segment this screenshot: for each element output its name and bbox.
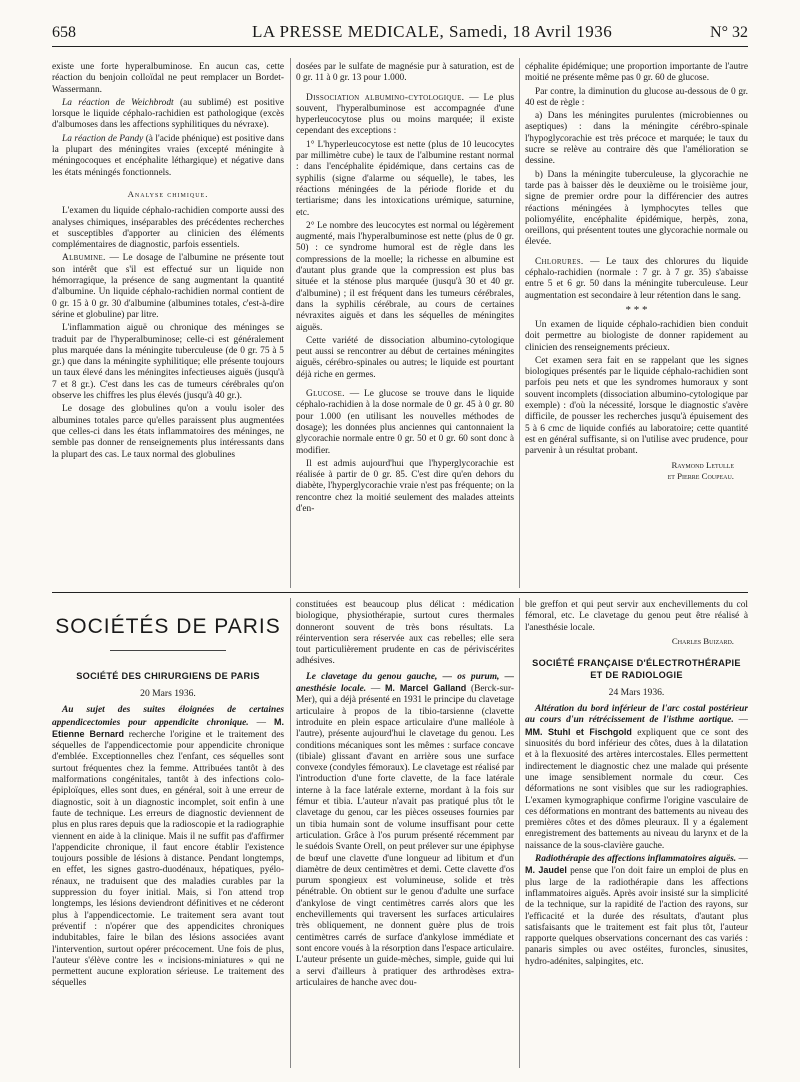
society-title: SOCIÉTÉ FRANÇAISE D'ÉLECTROTHÉRAPIE [532,657,741,668]
bottom-column-1 [52,670,284,1072]
paragraph [525,257,748,302]
paragraph-text: — Le plus souvent, l'hyperalbuminose est accompagnée d'une hyperleucocytose plus ou moins marquée; il existe cependant des exceptions : [296,92,514,137]
article-author: M. Jaudel [525,865,567,876]
society-title-line2: ET DE RADIOLOGIE [590,669,683,680]
column-divider [519,58,520,588]
article-text: pense que l'on doit faire un emploi de plus en plus large de la radiothérapie dans les affections inflammatoires aiguës. Après avoir insisté sur la simplicité de la technique, sur la rapidité de l'action des rayons, sur l'efficacité et la durée des résultats, d'autant plus satisfaisants que le traitement est fait plus tôt, l'auteur rapporte quelques observations concernant des cas variés : panaris simples ou avec ostéites, furoncles, sinusites, hydro-adénites, salpingites, etc. [525,866,748,967]
column-divider [290,58,291,588]
session-date: 24 Mars 1936. [608,686,665,698]
paragraph: Il est admis aujourd'hui que l'hyperglycorachie est réalisée à partir de 0 gr. 85. C'est dire qu'en dehors du diabète, l'hyperglycorachie vraie n'est pas fréquente; on la rencontre chez la moitié seulement des malades atteints d'en- [296,458,514,514]
paragraph [52,134,284,179]
paragraph: constituées est beaucoup plus délicat : médication biologique, physiothérapie, surtout cures thermales donneront souvent de très bons résultats. La réintervention sera réservée aux cas rebelles; elle sera tout particulièrement prudente en cas de périviscérites adhésives. [296,600,514,667]
paragraph: ble greffon et qui peut servir aux enchevillements du col fémoral, etc. Le clavetage du genou peut être réalisé à l'anesthésie locale. [525,600,748,633]
column-divider [519,598,520,1068]
paragraph: Cette variété de dissociation albumino-cytologique peut aussi se rencontrer au début de certaines méningites aiguës, cérébro-spinales ou autres; le liquide est pourtant déjà riche en germes. [296,335,514,380]
section-separator-stars: * * * [625,303,648,316]
paragraph [296,93,514,138]
paragraph: Cet examen sera fait en se rappelant que les signes biologiques présentés par le liquide céphalo-rachidien sont parfois peu nets et que les syndromes humoraux y sont souvent incomplets (dissociation albumino-cytologique par exemple) : d'où la nécessité, lorsque le diagnostic s'avère difficile, de pousser les recherches jusqu'à épuisement des 5 à 6 cmc de liquide confiés au laboratoire; cette quantité est en général suffisante, si on l'utilise avec prudence, pour parvenir à un résultat probant. [525,355,748,457]
column-divider [290,598,291,1068]
article-text: (Berck-sur-Mer), qui a déjà présenté en 1931 le principe du clavetage articulaire à propos de la tibio-tarsienne (clavette introduite en plein espace articulaire d'une malléole à l'autre), présente aujourd'hui le clavetage du genou. Les conditions mécaniques sont les mêmes : surface concave (tibiale) glissant d'avant en arrière sous une surface convexe (condyles fémoraux). Le clavetage est réalisé par l'introduction d'une forte clavette, de la face latérale interne à la face latérale externe, mordant à la fois sur fémur et tibia. L'auteur n'avait pas pratiqué plus tôt le clavetage du genou, car les pièces osseuses fournies par un tibia humain sont de volume insuffisant pour cette articulation. Grâce à l'os purum présenté récemment par le suédois Svante Orell, on peut prélever sur une épiphyse de bœuf une clavette d'une longueur ad libitum et d'un diamètre de deux centimètres et demi. Cette clavette d'os purum spongieux est volumineuse, solide et très pénétrable. On obtient sur le genou d'adulte une surface d'ankylose de vingt centimètres carrés alors que les enchevillements qui traversent les surfaces articulaires très obliquement, ne donnent guère plus de trois centimètres carrés de surface d'ankylose immédiate et sont encore voués à la résorption dans l'espace articulaire. L'auteur présente un guide-mèches, simple, guide qui lui a servi d'ailleurs à pratiquer des arthrodèses extra-articulaires de hanche avec dou- [296,684,514,988]
paragraph-text: — Le dosage de l'albumine ne présente tout son intérêt que s'il est effectué sur un liquide non hémorragique, la présence de sang augmentant la quantité d'albumine. Un liquide céphalo-rachidien normal contient de 0 gr. 15 à 0 gr. 30 d'albumine (albumines totales, c'est-à-dire sérine et globuline) par litre. [52,253,284,320]
paragraph: existe une forte hyperalbuminose. En aucun cas, cette réaction du benjoin colloïdal ne peut remplacer un Bordet-Wassermann. [52,62,284,95]
paragraph-text: — Le taux des chlorures du liquide céphalo-rachidien (normale : 7 gr. à 7 gr. 35) s'abaisse entre 5 et 6 gr. 50 dans la méningite tuberculeuse. Leur augmentation est secondaire à leur rétention dans le sang. [525,256,748,301]
article-title: Altération du bord inférieur de l'arc costal postérieur au cours d'un rétrécissement de l'isthme aortique. [525,704,748,726]
paragraph: Par contre, la diminution du glucose au-dessous de 0 gr. 40 est de règle : [525,86,748,108]
bottom-column-2 [296,600,514,1072]
article: Le clavetage du genou gauche, — os purum, — anesthésie locale. — M. Marcel Galland (Berck-sur-Mer), qui a déjà présenté en 1931 le principe du clavetage articulaire à propos de la tibio-tarsienne (clavette introduite en plein espace articulaire d'une malléole à l'autre), présente aujourd'hui le clavetage du genou. Les conditions mécaniques sont les mêmes : surface concave (tibiale) glissant d'avant en arrière sous une surface convexe (condyles fémoraux). Le clavetage est réalisé par l'introduction d'une forte clavette, de la face latérale interne à la face latérale externe, mordant à la fois sur fémur et tibia. L'auteur n'avait pas pratiqué plus tôt le clavetage du genou, car les pièces osseuses fournies par un tibia humain sont de volume insuffisant pour cette articulation. Grâce à l'os purum présenté récemment par le suédois Svante Orell, on peut prélever sur une épiphyse de bœuf une clavette d'une longueur ad libitum et d'un diamètre de deux centimètres et demi. Cette clavette d'os purum spongieux est volumineuse, solide et très pénétrable. On obtient sur le genou d'adulte une surface d'ankylose de vingt centimètres carrés alors que les enchevillements qui traversent les surfaces articulaires très obliquement, ne donnent guère plus de trois centimètres carrés de surface d'ankylose immédiate et sont encore voués à la résorption dans l'espace articulaire. L'auteur présente un guide-mèches, simple, guide qui lui a servi d'ailleurs à pratiquer des arthrodèses extra-articulaires de hanche avec dou- [296,671,514,988]
bottom-column-3 [525,600,748,1072]
paragraph [296,389,514,457]
top-column-3 [525,62,748,587]
article: Radiothérapie des affections inflammatoires aiguës. — M. Jaudel pense que l'on doit faire un emploi de plus en plus large de la radiothérapie dans les affections inflammatoires aiguës. Après avoir insisté sur la simplicité de la technique, sur la rapidité de l'action des rayons, sur l'efficacité et la durée des résultats, d'autant plus satisfaisants que le traitement est fait plus tôt, l'auteur rapporte quelques observations concernant des cas variés : panaris simples ou avec ostéites, furoncles, sinusites, hydro-adénites, salpingites, etc. [525,854,748,967]
paragraph: L'examen du liquide céphalo-rachidien comporte aussi des analyses chimiques, inséparables des précédentes recherches et susceptibles d'apporter au clinicien des éléments complémentaires de diagnostic, parfois essentiels. [52,206,284,251]
paragraph-lead: Chlorures. [535,256,584,267]
paragraph-lead: Albumine. [62,253,106,264]
paragraph-lead: Glucose. [306,389,345,400]
section-title: SOCIÉTÉS DE PARIS [55,615,281,638]
paragraph-text: (à l'acide phénique) est positive dans la plupart des méningites vraies (excepté méningite à méningocoques et encéphalite léthargique) et négative dans les états méningés fonctionnels. [52,133,284,178]
page-header [52,20,748,47]
paragraph: dosées par le sulfate de magnésie pur à saturation, est de 0 gr. 11 à 0 gr. 13 pour 1.000. [296,62,514,84]
section-heading: Analyse chimique. [127,188,209,199]
author-signature: et Pierre Coupeau. [667,470,734,481]
paragraph-lead: Dissociation albumino-cytologique. [306,92,465,103]
article-title: Radiothérapie des affections inflammatoires aiguës. [535,854,737,865]
author-signature: Charles Buizard. [671,635,734,646]
society-title: SOCIÉTÉ DES CHIRURGIENS DE PARIS [76,671,260,681]
article: Au sujet des suites éloignées de certaines appendicectomies pour appendicite chronique. — M. Etienne Bernard recherche l'origine et le traitement des séquelles de l'appendicectomie pour appendicite chronique d'emblée. Exceptionnelles chez l'enfant, ces séquelles sont surtout fréquentes chez la femme. Attribuées tantôt à des malformations congénitales, tantôt à des infections colo-épiploïques, elles sont dues, en général, soit à une erreur de diagnostic, soit à un diagnostic incomplet, soit enfin à une faute de technique. Les erreurs de diagnostic deviennent de plus en plus rares depuis que la radioscopie et la radiographie viennent en aide à la clinique. Mais il ne suffit pas d'affirmer l'appendicite chronique, il faut encore établir l'existence toujours possible de lésions à distance. Pendant longtemps, en effet, les signes gastro-duodénaux, hépatiques, pyélo-rénaux, ne traduisent que des maladies curables par la suppression du foyer initial. Mais, si l'on attend trop longtemps, les lésions deviendront définitives et ne céderont plus à l'appendicectomie. Le traitement sera avant tout préventif : n'opérer que des appendicites chroniques indubitables, faire le bilan des lésions associées avant l'intervention, surtout opérer précocement. Une fois de plus, l'auteur s'élève contre les « incisions-miniatures » qui ne permettent aucune exploration sérieuse. Le traitement des séquelles [52,705,284,989]
page-number: 658 [52,24,76,41]
article-title: Au sujet des suites éloignées de certaines appendicectomies pour appendicite chronique. [52,705,284,728]
paragraph-lead: La réaction de Weichbrodt [62,97,174,108]
article-author: M. Marcel Galland [384,683,467,694]
paragraph: a) Dans les méningites purulentes (microbiennes ou aseptiques) : dans la méningite cérébro-spinale l'hypoglycorachie est très précoce et marquée; le taux du sucre se relève au contraire dès que l'amélioration se dessine. [525,111,748,167]
paragraph-text: (au sublimé) est positive lorsque le liquide céphalo-rachidien est pathologique (excès d'albumoses dans les affections syphilitiques du névraxe). [52,97,284,131]
paragraph: 1° L'hyperleucocytose est nette (plus de 10 leucocytes par millimètre cube) le taux de l'albumine restant normal : dans l'encéphalite épidémique, dans certains cas de syphilis (signe d'alarme ou séquelle), le tabes, les réactions méningées de la période floride et du tertiarisme; dans les intoxications urémique, saturnine, etc. [296,139,514,218]
article: Altération du bord inférieur de l'arc costal postérieur au cours d'un rétrécissement de l'isthme aortique. — MM. Stuhl et Fischgold expliquent que ce sont des sinuosités du bord inférieur des côtes, dues à la dilatation et à la flexuosité des artères intercostales. Elles permettent indirectement le diagnostic chez une malade qui présente une image sensiblement normale du cœur. Ces déformations ne sont visibles que sur les radiographies. L'examen kymographique confirme l'origine vasculaire de ces déformations en montrant des battements au niveau des premières côtes et des dômes pleuraux. Il y a également enregistrement des battements au niveau du larynx et de la naissance de la sous-clavière gauche. [525,704,748,851]
issue-number: N° 32 [710,24,748,41]
paragraph: L'inflammation aiguë ou chronique des méninges se traduit par de l'hyperalbuminose; celle-ci est généralement plus marquée dans la méningite tuberculeuse (de 0 gr. 75 à 5 gr.) que dans la méningite syphilitique; elle présente toujours un taux élevé dans les méningites infectieuses aiguës (jusqu'à 7 et 8 gr.). C'est dans les cas de tumeurs cérébrales qu'on observe les chiffres les plus élevés (jusqu'à 40 gr.). [52,323,284,402]
paragraph: Le dosage des globulines qu'on a voulu isoler des albumines totales parce qu'elles paraissent plus augmentées que celles-ci dans les états inflammatoires des méninges, ne semble pas donner de renseignements plus intéressants dans la plupart des cas. Le taux normal des globulines [52,404,284,460]
article-author: M. Etienne Bernard [52,716,284,739]
article-author: MM. Stuhl et Fischgold [525,726,632,737]
paragraph [52,253,284,321]
paragraph [52,98,284,132]
article-text: expliquent que ce sont des sinuosités du bord inférieur des côtes, dues à la dilatation et à la flexuosité des artères intercostales. Elles permettent indirectement le diagnostic chez une malade qui présente une image sensiblement normale du cœur. Ces déformations ne sont visibles que sur les radiographies. L'examen kymographique confirme l'origine vasculaire de ces déformations en montrant des battements au niveau des premières côtes et des dômes pleuraux. Il y a également enregistrement des battements au niveau du larynx et de la naissance de la sous-clavière gauche. [525,727,748,851]
section-rule [52,592,748,593]
article-title: Le clavetage du genou gauche, — os purum, — anesthésie locale. [296,671,514,695]
paragraph-text: — Le glucose se trouve dans le liquide céphalo-rachidien à la dose normale de 0 gr. 45 à 0 gr. 80 pour 1.000 (en utilisant les nouvelles méthodes de dosage); les données plus anciennes qui cantonnaient la glycorachie normale entre 0 gr. 50 et 0 gr. 60 sont donc à modifier. [296,389,514,456]
paragraph: 2° Le nombre des leucocytes est normal ou légèrement augmenté, mais l'hyperalbuminose est nette (plus de 0 gr. 50) : ce syndrome humoral est de règle dans les compressions de la moelle; la richesse en albumine est d'autant plus grande que la compression est plus bas située et la sténose plus marquée (jusqu'à 30 et 40 gr. d'albumine) ; il est fréquent dans les tumeurs cérébrales, dans la syphilis cérébrale, au cours de certaines névraxites aiguës et dans les séquelles de méningites aiguës. [296,220,514,333]
paragraph: Un examen de liquide céphalo-rachidien bien conduit doit permettre au biologiste de donner rapidement au clinicien des renseignements précieux. [525,319,748,353]
paragraph: b) Dans la méningite tuberculeuse, la glycorachie ne tarde pas à baisser dès le deuxième ou le troisième jour, signe de premier ordre pour la différencier des autres réactions méningées à lymphocytes telles que poliomyélite, encéphalite épidémique, herpès, zona, oreillons, qui présentent toutes une glycorachie normale ou élevée. [525,169,748,248]
article-text: recherche l'origine et le traitement des séquelles de l'appendicectomie pour appendicite chronique d'emblée. Exceptionnelles chez l'enfant, ces séquelles sont surtout fréquentes chez la femme. Attribuées tantôt à des malformations congénitales, tantôt à des infections colo-épiploïques, elles sont dues, en général, soit à une erreur de diagnostic, soit à un diagnostic incomplet, soit enfin à une faute de technique. Les erreurs de diagnostic deviennent de plus en plus rares depuis que la radioscopie et la radiographie viennent en aide à la clinique. Mais il ne suffit pas d'affirmer l'appendicite chronique, il faut encore établir l'existence toujours possible de lésions à distance. Pendant longtemps, en effet, les signes gastro-duodénaux, hépatiques, pyélo-rénaux, ne traduisent que des maladies curables par la suppression du foyer initial. Mais, si l'on attend trop longtemps, les lésions deviendront définitives et ne céderont plus à l'appendicectomie. Le traitement sera avant tout préventif : n'opérer que des appendicites chroniques indubitables, faire le bilan des lésions associées avant l'intervention, surtout opérer précocement. Une fois de plus, l'auteur s'élève contre les « incisions-miniatures » qui ne permettent aucune exploration sérieuse. Le traitement des séquelles [52,729,284,989]
top-column-1 [52,62,284,587]
paragraph-lead: La réaction de Pandy [62,133,144,144]
author-signature: Raymond Letulle [671,459,734,470]
top-column-2 [296,62,514,587]
journal-title: LA PRESSE MEDICALE, Samedi, 18 Avril 1936 [252,22,613,41]
title-rule [110,650,226,651]
paragraph: céphalite épidémique; une proportion importante de l'autre moitié ne présente même pas 0 gr. 60 de glucose. [525,62,748,84]
session-date: 20 Mars 1936. [140,688,196,699]
